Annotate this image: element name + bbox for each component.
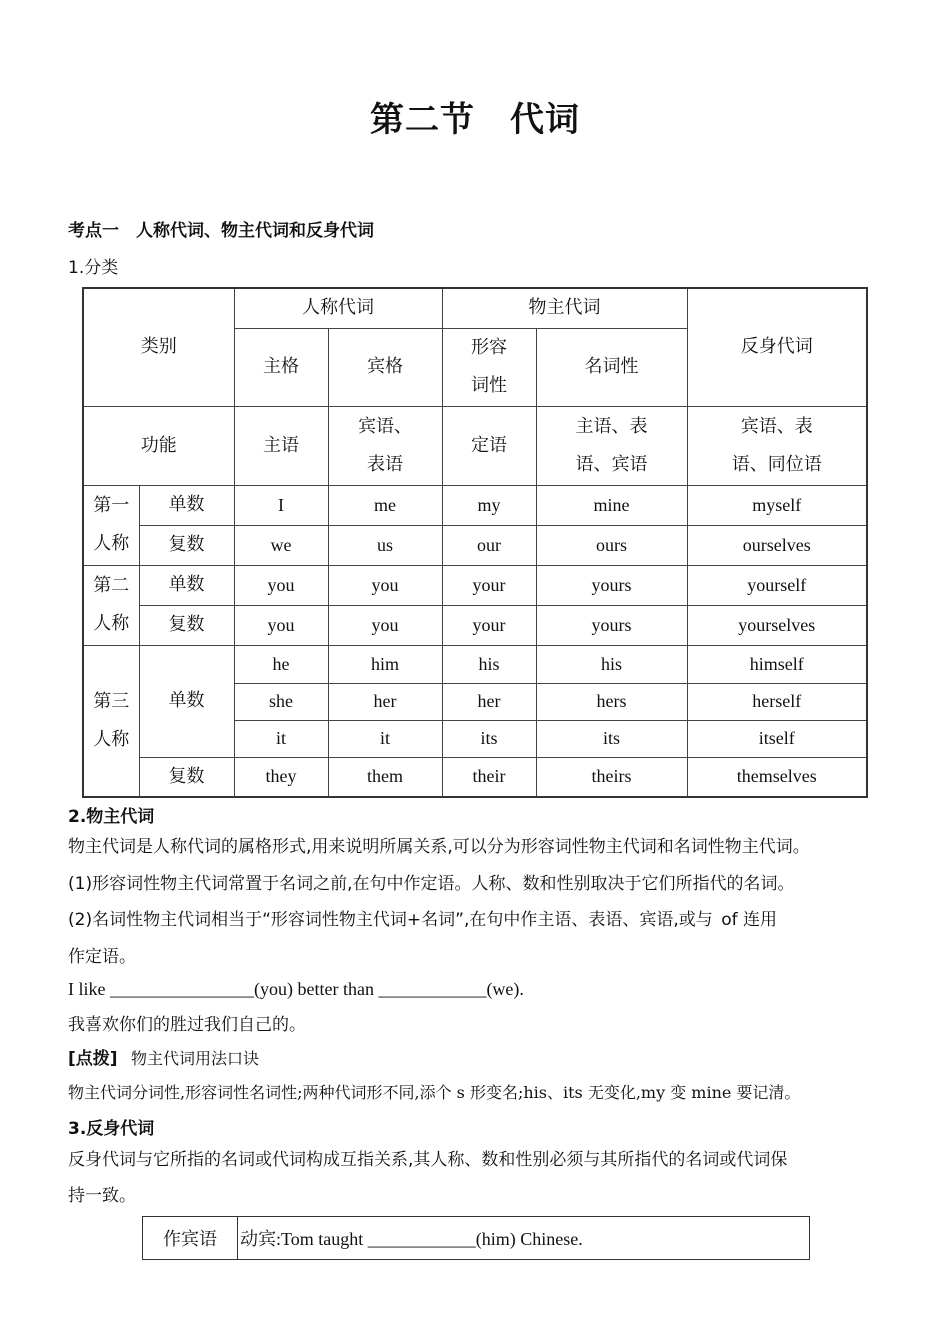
page-title: 第二节 代词 xyxy=(370,100,580,140)
table-cell: we xyxy=(234,525,328,565)
function-objective xyxy=(328,406,442,485)
table-cell: your xyxy=(442,605,536,645)
table-cell: they xyxy=(234,757,328,797)
table-cell: our xyxy=(442,525,536,565)
third-person-line2: 人称 xyxy=(93,728,130,750)
example-translation: 我喜欢你们的胜过我们自己的。 xyxy=(68,1015,306,1035)
reflexive-usage-table xyxy=(142,1216,810,1260)
header-adjective-line1: 形容 xyxy=(471,337,507,358)
function-objective-line1: 宾语、 xyxy=(358,415,412,437)
table-cell: theirs xyxy=(536,757,687,797)
header-noun-form: 名词性 xyxy=(536,328,687,406)
singular-label: 单数 xyxy=(139,485,234,525)
plural-label: 复数 xyxy=(139,757,234,797)
header-reflexive: 反身代词 xyxy=(687,288,867,406)
table-cell: her xyxy=(328,683,442,720)
header-category: 类别 xyxy=(83,288,234,406)
third-person-label xyxy=(83,645,139,797)
table-cell: yourself xyxy=(687,565,867,605)
header-adjective xyxy=(442,328,536,406)
function-noun-line1: 主语、表 xyxy=(575,415,648,437)
row-function-label: 功能 xyxy=(83,406,234,485)
table-cell: its xyxy=(536,720,687,757)
function-noun-line2: 语、宾语 xyxy=(575,453,648,475)
function-reflexive-line2: 语、同位语 xyxy=(731,453,822,475)
function-reflexive xyxy=(687,406,867,485)
table-cell: ourselves xyxy=(687,525,867,565)
function-subjective: 主语 xyxy=(234,406,328,485)
header-personal: 人称代词 xyxy=(234,288,442,328)
table-cell: his xyxy=(536,645,687,683)
paragraph-adjective-possessive: (1)形容词性物主代词常置于名词之前,在句中作定语。人称、数和性别取决于它们所指代的名词。 xyxy=(68,874,795,894)
table-cell: their xyxy=(442,757,536,797)
table-cell: she xyxy=(234,683,328,720)
table-cell: him xyxy=(328,645,442,683)
table-cell: yourselves xyxy=(687,605,867,645)
function-objective-line2: 表语 xyxy=(367,453,403,475)
paragraph-noun-possessive-line1: (2)名词性物主代词相当于“形容词性物主代词+名词”,在句中作主语、表语、宾语,或与 of 连用 xyxy=(68,910,778,930)
header-subjective: 主格 xyxy=(234,328,328,406)
table-cell: itself xyxy=(687,720,867,757)
plural-label: 复数 xyxy=(139,605,234,645)
paragraph-noun-possessive-line2: 作定语。 xyxy=(68,947,136,967)
table-cell: your xyxy=(442,565,536,605)
subheading-possessive: 2.物主代词 xyxy=(68,807,155,827)
function-noun-form xyxy=(536,406,687,485)
paragraph-reflexive-line1: 反身代词与它所指的名词或代词构成互指关系,其人称、数和性别必须与其所指代的名词或代词保 xyxy=(68,1150,788,1170)
section-heading: 考点一 人称代词、物主代词和反身代词 xyxy=(68,221,374,241)
subheading-reflexive: 3.反身代词 xyxy=(68,1119,155,1139)
header-objective: 宾格 xyxy=(328,328,442,406)
third-person-line1: 第三 xyxy=(93,690,130,712)
second-person-line2: 人称 xyxy=(93,613,130,634)
table-cell: themselves xyxy=(687,757,867,797)
table-cell: you xyxy=(234,565,328,605)
table-cell: ours xyxy=(536,525,687,565)
function-adjective: 定语 xyxy=(442,406,536,485)
first-person-line1: 第一 xyxy=(93,495,130,516)
table-cell: me xyxy=(328,485,442,525)
tip-title: 物主代词用法口诀 xyxy=(131,1049,260,1068)
table-cell: you xyxy=(328,605,442,645)
plural-label: 复数 xyxy=(139,525,234,565)
table-cell: I xyxy=(234,485,328,525)
pronoun-table xyxy=(82,287,868,798)
table-cell: it xyxy=(328,720,442,757)
tip-text: 物主代词分词性,形容词性名词性;两种代词形不同,添个 s 形变名;his、its 无变化,my 变 mine 要记清。 xyxy=(68,1083,801,1102)
usage-label: 作宾语 xyxy=(143,1217,238,1260)
table-cell: yours xyxy=(536,605,687,645)
table-cell: myself xyxy=(687,485,867,525)
table-cell: yours xyxy=(536,565,687,605)
second-person-label xyxy=(83,565,139,645)
usage-example: 动宾:Tom taught ____________(him) Chinese. xyxy=(238,1217,810,1260)
table-cell: my xyxy=(442,485,536,525)
table-cell: you xyxy=(328,565,442,605)
table-cell: herself xyxy=(687,683,867,720)
table-cell: his xyxy=(442,645,536,683)
first-person-label xyxy=(83,485,139,565)
table-cell: them xyxy=(328,757,442,797)
tip-line xyxy=(68,1040,259,1077)
function-reflexive-line1: 宾语、表 xyxy=(740,415,813,437)
table-cell: it xyxy=(234,720,328,757)
table-cell: her xyxy=(442,683,536,720)
subheading-classification: 1.分类 xyxy=(68,258,119,278)
singular-label: 单数 xyxy=(139,645,234,757)
table-cell: hers xyxy=(536,683,687,720)
header-possessive: 物主代词 xyxy=(442,288,687,328)
table-cell: mine xyxy=(536,485,687,525)
paragraph-possessive-intro: 物主代词是人称代词的属格形式,用来说明所属关系,可以分为形容词性物主代词和名词性物主代词。 xyxy=(68,837,810,857)
first-person-line2: 人称 xyxy=(93,533,130,554)
example-sentence: I like ________________(you) better than ____________(we). xyxy=(68,979,524,999)
table-cell: us xyxy=(328,525,442,565)
singular-label: 单数 xyxy=(139,565,234,605)
table-cell: its xyxy=(442,720,536,757)
second-person-line1: 第二 xyxy=(93,575,130,596)
tip-label: [点拨] xyxy=(68,1049,118,1069)
table-cell: himself xyxy=(687,645,867,683)
table-cell: you xyxy=(234,605,328,645)
table-cell: he xyxy=(234,645,328,683)
header-adjective-line2: 词性 xyxy=(471,375,507,396)
paragraph-reflexive-line2: 持一致。 xyxy=(68,1186,136,1206)
